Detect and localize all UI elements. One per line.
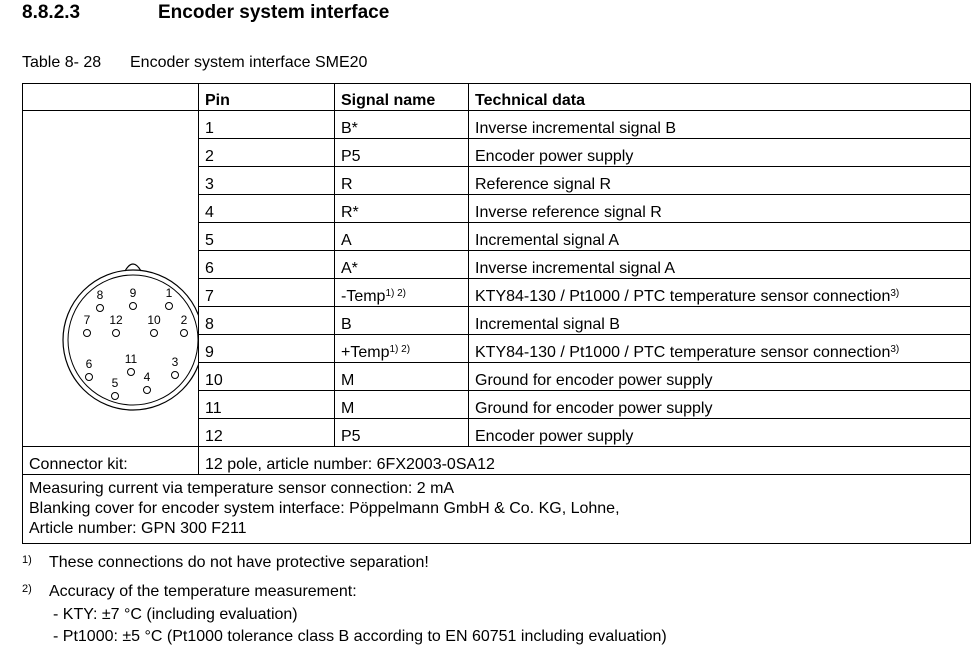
pin-number: 7 <box>83 313 91 327</box>
footnote-item: - Pt1000: ±5 °C (Pt1000 tolerance class B according to EN 60751 including evaluation) <box>53 628 667 645</box>
signal-cell <box>335 279 469 307</box>
pin-cell <box>199 251 335 279</box>
pin-cell <box>199 307 335 335</box>
tech-cell <box>469 139 971 167</box>
signal-cell-text: P5 <box>341 428 361 445</box>
signal-cell-text: B <box>341 316 352 333</box>
header-pin: Pin <box>199 84 335 111</box>
pin-cell <box>199 167 335 195</box>
connector-kit-label: Connector kit: <box>23 447 199 475</box>
pin-number: 1 <box>165 286 173 300</box>
pin-cell-text: 2 <box>205 148 214 165</box>
pin-cell-text: 8 <box>205 316 214 333</box>
pin-socket <box>112 393 119 400</box>
header-technical-data: Technical data <box>469 84 971 111</box>
tech-cell <box>469 335 971 363</box>
signal-cell-text: +Temp <box>341 344 390 361</box>
signal-cell <box>335 363 469 391</box>
footnote-marker: 1) <box>22 554 32 566</box>
header-signal-name: Signal name <box>335 84 469 111</box>
tech-cell <box>469 419 971 447</box>
signal-cell <box>335 167 469 195</box>
tech-cell-text: Ground for encoder power supply <box>475 372 713 389</box>
tech-cell-text: Inverse incremental signal A <box>475 260 676 277</box>
tech-cell <box>469 307 971 335</box>
signal-cell <box>335 195 469 223</box>
pin-cell-text: 5 <box>205 232 214 249</box>
pin-number: 12 <box>109 313 123 327</box>
tech-cell-text: Encoder power supply <box>475 428 634 445</box>
signal-cell <box>335 251 469 279</box>
pin-number: 5 <box>111 376 119 390</box>
tech-cell <box>469 251 971 279</box>
table-header-row <box>23 84 971 111</box>
table-label: Table 8- 28 <box>22 54 102 71</box>
tech-cell <box>469 363 971 391</box>
pin-cell <box>199 391 335 419</box>
signal-cell-text: A <box>341 232 352 249</box>
footnote-text: These connections do not have protective separation! <box>49 554 429 571</box>
section-title: Encoder system interface <box>158 2 390 23</box>
pin-socket <box>172 372 179 379</box>
pin-cell <box>199 363 335 391</box>
pin-socket <box>84 330 91 337</box>
signal-cell-text: P5 <box>341 148 361 165</box>
signal-cell <box>335 391 469 419</box>
tech-cell-text: KTY84-130 / Pt1000 / PTC temperature sensor connection <box>475 344 891 361</box>
signal-cell-text: R <box>341 176 353 193</box>
note-line: Measuring current via temperature sensor connection: 2 mA <box>29 479 455 497</box>
pin-socket <box>113 330 120 337</box>
pin-cell-text: 9 <box>205 344 214 361</box>
tech-cell-text: Incremental signal A <box>475 232 620 249</box>
tech-cell <box>469 167 971 195</box>
pin-socket <box>130 303 137 310</box>
connector-diagram-cell <box>23 111 199 447</box>
section-number: 8.8.2.3 <box>22 2 81 23</box>
connector-kit-row <box>23 447 971 475</box>
pin-cell <box>199 223 335 251</box>
tech-cell-text: Incremental signal B <box>475 316 620 333</box>
signal-cell-text: -Temp <box>341 288 386 305</box>
note-line: Article number: GPN 300 F211 <box>29 519 247 537</box>
pin-number: 6 <box>85 357 93 371</box>
notes-row <box>23 474 971 543</box>
pin-number: 3 <box>171 355 179 369</box>
pin-number: 9 <box>129 286 137 300</box>
pin-cell-text: 11 <box>205 400 222 417</box>
pin-socket <box>86 374 93 381</box>
footnote-ref: 1) 2) <box>385 288 407 299</box>
notes-cell <box>23 474 971 543</box>
tech-cell <box>469 195 971 223</box>
table-caption <box>22 54 368 72</box>
pin-socket <box>144 387 151 394</box>
pin-row <box>23 111 971 139</box>
tech-cell <box>469 223 971 251</box>
signal-cell <box>335 307 469 335</box>
signal-cell-text: B* <box>341 120 358 137</box>
pin-cell-text: 3 <box>205 176 214 193</box>
signal-cell-text: R* <box>341 204 359 221</box>
tech-cell-text: Inverse incremental signal B <box>475 120 676 137</box>
pin-cell <box>199 111 335 139</box>
tech-cell <box>469 279 971 307</box>
tech-cell-text: KTY84-130 / Pt1000 / PTC temperature sensor connection <box>475 288 891 305</box>
pin-cell-text: 12 <box>205 428 223 445</box>
pin-cell <box>199 139 335 167</box>
pin-cell-text: 4 <box>205 204 214 221</box>
signal-cell <box>335 335 469 363</box>
footnote-ref: 3) <box>890 344 900 355</box>
tech-cell-text: Inverse reference signal R <box>475 204 662 221</box>
pin-socket <box>128 369 135 376</box>
table-title: Encoder system interface SME20 <box>130 54 368 71</box>
connector-kit-value: 12 pole, article number: 6FX2003-0SA12 <box>199 447 971 475</box>
connector-diagram <box>23 111 199 441</box>
tech-cell <box>469 391 971 419</box>
pin-number: 4 <box>143 370 151 384</box>
tech-cell <box>469 111 971 139</box>
tech-cell-text: Reference signal R <box>475 176 612 193</box>
footnote-ref: 3) <box>890 288 900 299</box>
footnote-marker: 2) <box>22 583 32 595</box>
pin-socket <box>181 330 188 337</box>
tech-cell-text: Ground for encoder power supply <box>475 400 713 417</box>
footnote-item: - KTY: ±7 °C (including evaluation) <box>53 606 298 623</box>
pin-number: 10 <box>147 313 161 327</box>
pin-number: 8 <box>96 288 104 302</box>
encoder-interface-table <box>22 83 971 544</box>
signal-cell <box>335 111 469 139</box>
pin-cell-text: 7 <box>205 288 214 305</box>
signal-cell-text: A* <box>341 260 358 277</box>
signal-cell-text: M <box>341 400 355 417</box>
pin-cell-text: 10 <box>205 372 223 389</box>
pin-cell <box>199 419 335 447</box>
signal-cell-text: M <box>341 372 355 389</box>
pin-socket <box>166 303 173 310</box>
footnote-text: Accuracy of the temperature measurement: <box>49 583 357 600</box>
pin-cell <box>199 195 335 223</box>
note-line: Blanking cover for encoder system interface: Pöppelmann GmbH & Co. KG, Lohne, <box>29 499 620 517</box>
pin-cell <box>199 335 335 363</box>
signal-cell <box>335 139 469 167</box>
tech-cell-text: Encoder power supply <box>475 148 634 165</box>
pin-cell-text: 6 <box>205 260 214 277</box>
pin-number: 2 <box>180 313 188 327</box>
pin-cell-text: 1 <box>205 120 214 137</box>
header-empty <box>23 84 199 111</box>
pin-number: 11 <box>124 352 138 366</box>
pin-cell <box>199 279 335 307</box>
signal-cell <box>335 419 469 447</box>
footnote-ref: 1) 2) <box>389 344 411 355</box>
pin-socket <box>151 330 158 337</box>
pin-socket <box>97 305 104 312</box>
signal-cell <box>335 223 469 251</box>
